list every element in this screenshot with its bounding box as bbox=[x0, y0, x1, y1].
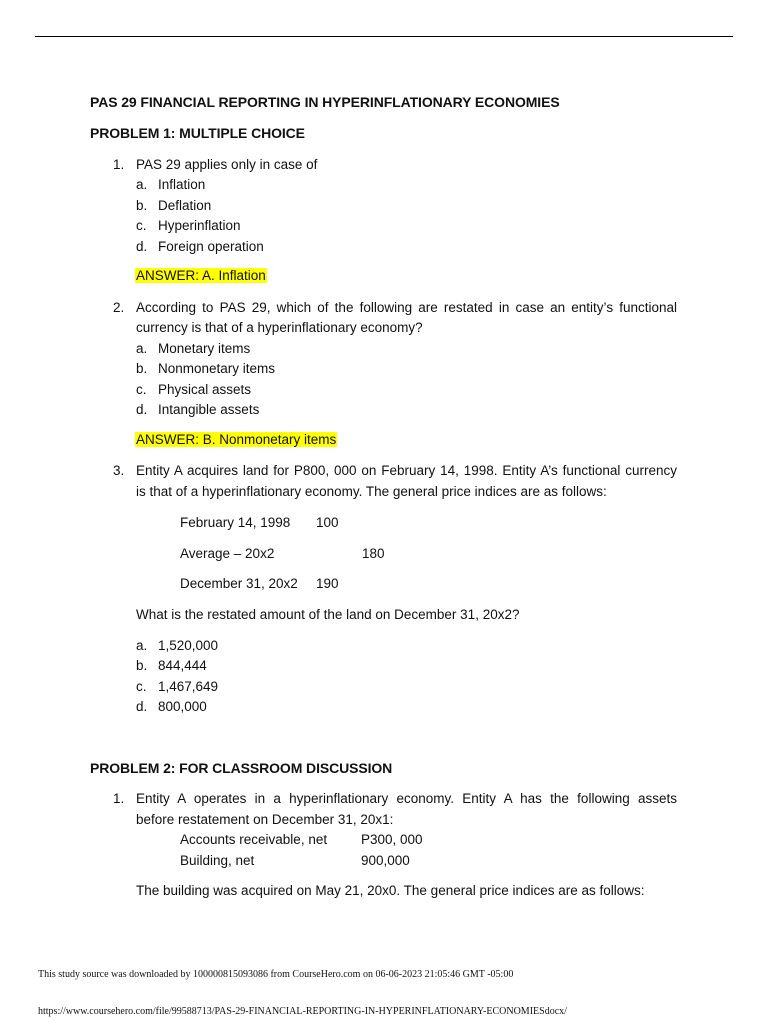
option-text: Physical assets bbox=[158, 382, 252, 397]
option-text: Deflation bbox=[158, 198, 212, 213]
source-url[interactable]: https://www.coursehero.com/file/99588713/PAS-29-FINANCIAL-REPORTING-IN-HYPERINFLATIONARY-ECONOMIESdocx/ bbox=[38, 1006, 567, 1017]
question-text-line: According to PAS 29, which of the following are restated in case an entity’s functional bbox=[136, 300, 677, 315]
question-text-line: is that of a hyperinflationary economy. The general price indices are as follows: bbox=[136, 484, 607, 499]
option-letter: a. bbox=[136, 177, 148, 192]
question-text-line: Entity A acquires land for P800, 000 on February 14, 1998. Entity A’s functional currency bbox=[136, 463, 677, 478]
index-value: 180 bbox=[362, 546, 385, 561]
option-letter: d. bbox=[136, 239, 148, 254]
index-label: February 14, 1998 bbox=[180, 515, 291, 530]
question-prompt: What is the restated amount of the land on December 31, 20x2? bbox=[136, 607, 520, 622]
answer-highlight: ANSWER: A. Inflation bbox=[136, 268, 266, 283]
asset-value: 900,000 bbox=[361, 853, 410, 868]
option-letter: a. bbox=[136, 341, 148, 356]
page-top-rule bbox=[35, 36, 733, 37]
option-letter: b. bbox=[136, 658, 148, 673]
question-number: 1. bbox=[113, 157, 125, 172]
asset-value: P300, 000 bbox=[361, 832, 423, 847]
problem1-heading: PROBLEM 1: MULTIPLE CHOICE bbox=[90, 125, 305, 141]
option-letter: b. bbox=[136, 198, 148, 213]
answer-highlight: ANSWER: B. Nonmonetary items bbox=[136, 432, 337, 447]
option-letter: c. bbox=[136, 679, 147, 694]
index-value: 190 bbox=[316, 576, 339, 591]
option-text: Intangible assets bbox=[158, 402, 260, 417]
problem2-heading: PROBLEM 2: FOR CLASSROOM DISCUSSION bbox=[90, 760, 393, 776]
asset-label: Building, net bbox=[180, 853, 255, 868]
asset-label: Accounts receivable, net bbox=[180, 832, 328, 847]
option-text: 844,444 bbox=[158, 658, 207, 673]
index-value: 100 bbox=[316, 515, 339, 530]
option-letter: a. bbox=[136, 638, 148, 653]
question-number: 3. bbox=[113, 463, 125, 478]
option-letter: c. bbox=[136, 218, 147, 233]
index-label: Average – 20x2 bbox=[180, 546, 275, 561]
option-letter: b. bbox=[136, 361, 148, 376]
question-text: PAS 29 applies only in case of bbox=[136, 157, 318, 172]
option-text: 800,000 bbox=[158, 699, 207, 714]
option-text: Inflation bbox=[158, 177, 206, 192]
question-text-line: Entity A operates in a hyperinflationary economy. Entity A has the following assets bbox=[136, 791, 677, 806]
question-number: 2. bbox=[113, 300, 125, 315]
index-label: December 31, 20x2 bbox=[180, 576, 298, 591]
option-letter: d. bbox=[136, 402, 148, 417]
option-text: Nonmonetary items bbox=[158, 361, 276, 376]
note-text: The building was acquired on May 21, 20x0. The general price indices are as follows: bbox=[136, 883, 645, 898]
document-title: PAS 29 FINANCIAL REPORTING IN HYPERINFLATIONARY ECONOMIES bbox=[90, 94, 560, 110]
question-text-line: before restatement on December 31, 20x1: bbox=[136, 812, 394, 827]
question-text-line: currency is that of a hyperinflationary economy? bbox=[136, 320, 423, 335]
option-text: 1,467,649 bbox=[158, 679, 219, 694]
option-text: Foreign operation bbox=[158, 239, 264, 254]
question-number: 1. bbox=[113, 791, 125, 806]
option-text: 1,520,000 bbox=[158, 638, 219, 653]
source-notice: This study source was downloaded by 100000815093086 from CourseHero.com on 06-06-2023 21:05:46 GMT -05:00 bbox=[38, 969, 514, 980]
option-letter: d. bbox=[136, 699, 148, 714]
option-text: Monetary items bbox=[158, 341, 251, 356]
option-text: Hyperinflation bbox=[158, 218, 241, 233]
option-letter: c. bbox=[136, 382, 147, 397]
